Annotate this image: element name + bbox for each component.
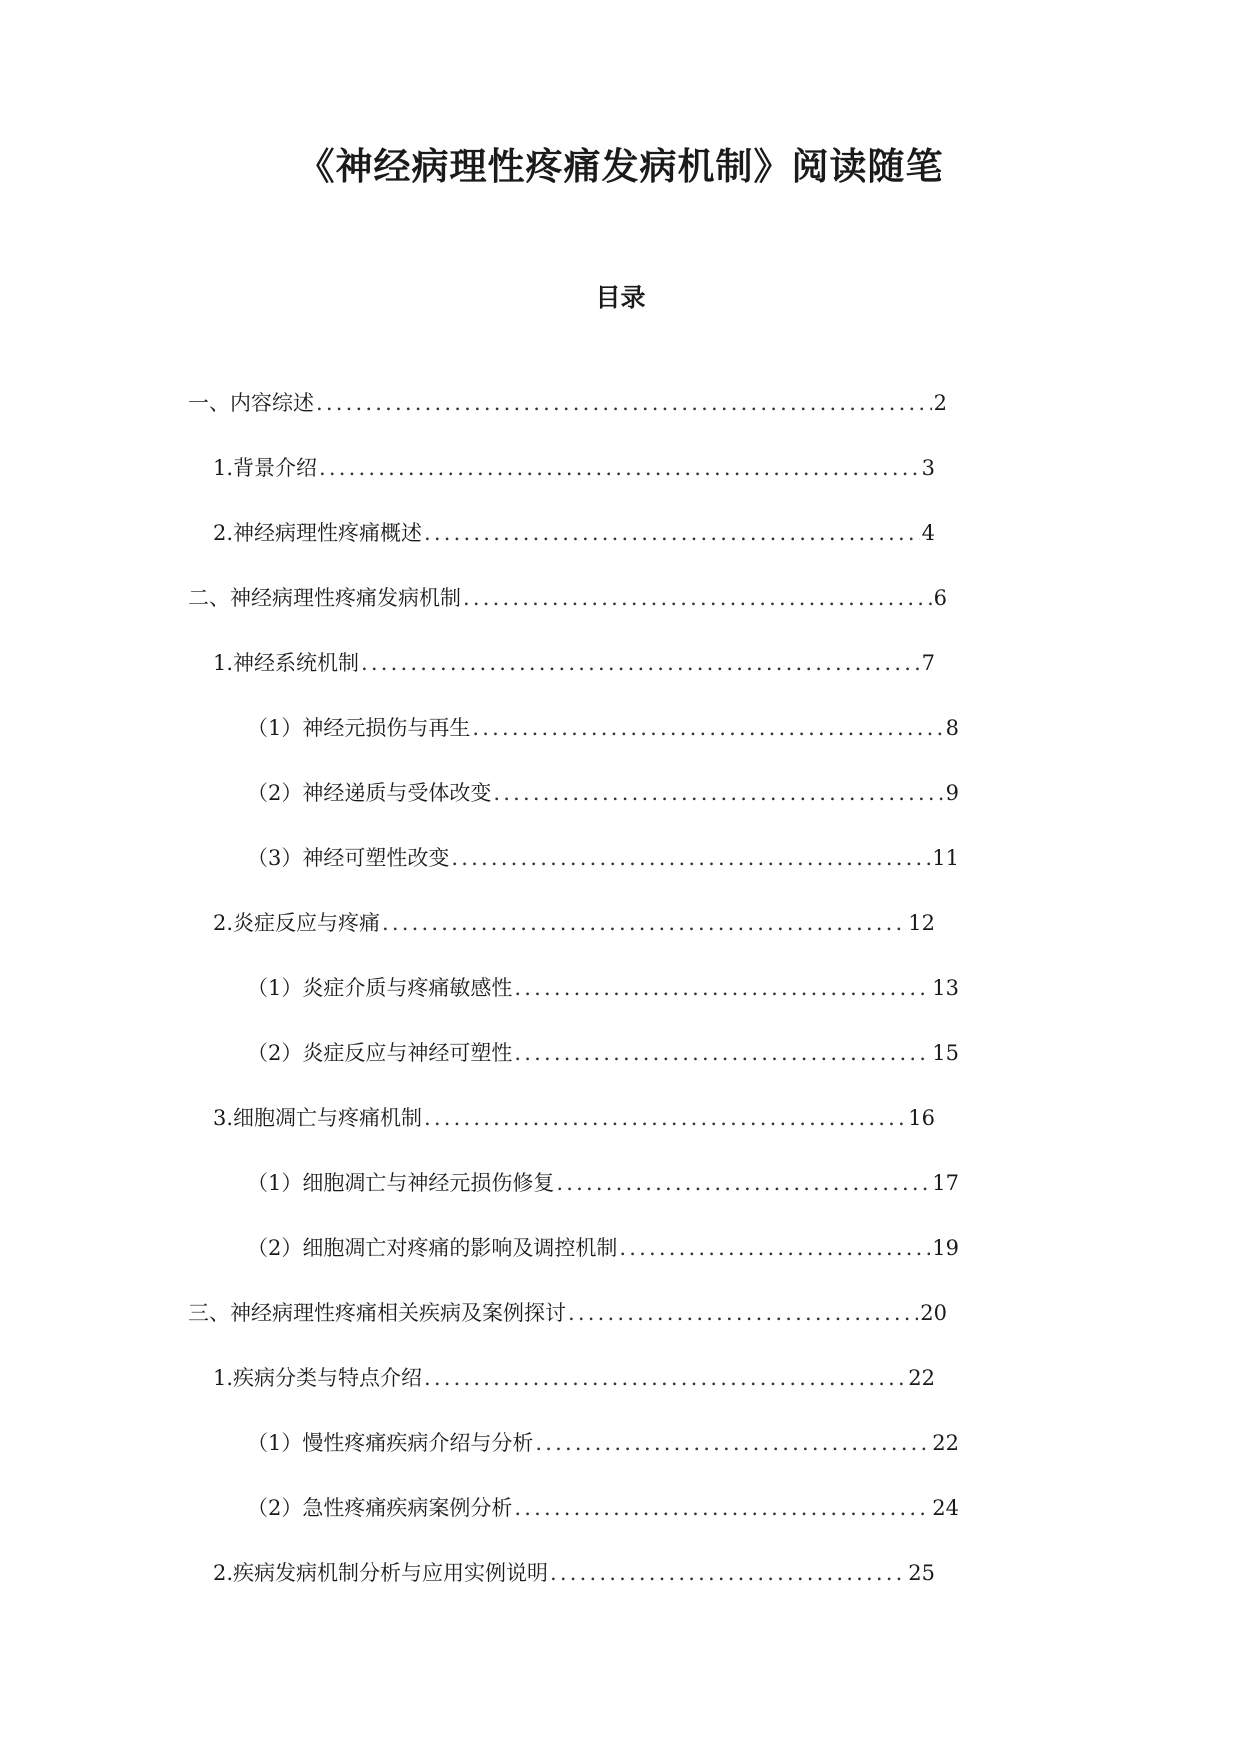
- toc-leader-dots: [514, 1492, 930, 1524]
- toc-entry-number: 1.: [213, 456, 234, 480]
- toc-entry[interactable]: [247, 1492, 959, 1524]
- toc-page-number: 24: [932, 1496, 959, 1520]
- toc-leader-dots: [424, 1362, 906, 1394]
- toc-entry[interactable]: [213, 517, 935, 549]
- toc-page-number: 9: [945, 781, 959, 805]
- toc-page-number: 4: [921, 521, 935, 545]
- toc-page-number: 13: [932, 976, 959, 1000]
- toc-entry-text: （2）炎症反应与神经可塑性: [247, 1041, 513, 1065]
- toc-entry[interactable]: [213, 1102, 935, 1134]
- toc-heading: 目录: [595, 283, 646, 312]
- toc-entry-text: （2）急性疼痛疾病案例分析: [247, 1496, 513, 1520]
- toc-entry[interactable]: [247, 1037, 959, 1069]
- toc-entry-number: 2.: [213, 521, 234, 545]
- toc-entry-text: 神经系统机制: [233, 651, 360, 675]
- toc-page-number: 16: [908, 1106, 935, 1130]
- toc-page-number: 20: [920, 1301, 947, 1325]
- toc-entry-number: 1.: [213, 1366, 234, 1390]
- toc-entry-text: 三、神经病理性疼痛相关疾病及案例探讨: [188, 1301, 566, 1325]
- toc-leader-dots: [619, 1232, 930, 1264]
- document-title: 《神经病理性疼痛发病机制》阅读随笔: [297, 144, 944, 188]
- toc-leader-dots: [535, 1427, 930, 1459]
- toc-entry-text: 疾病发病机制分析与应用实例说明: [233, 1561, 549, 1585]
- toc-leader-dots: [361, 647, 920, 679]
- toc-leader-dots: [493, 777, 943, 809]
- toc-page-number: 12: [908, 911, 935, 935]
- toc-leader-dots: [550, 1557, 906, 1589]
- toc-entry[interactable]: [213, 647, 935, 679]
- toc-entry-text: （2）细胞凋亡对疼痛的影响及调控机制: [247, 1236, 618, 1260]
- toc-entry-text: 细胞凋亡与疼痛机制: [233, 1106, 423, 1130]
- toc-leader-dots: [319, 452, 920, 484]
- toc-entry[interactable]: [247, 1232, 959, 1264]
- toc-leader-dots: [451, 842, 930, 874]
- toc-leader-dots: [424, 1102, 906, 1134]
- toc-leader-dots: [472, 712, 943, 744]
- toc-page-number: 7: [921, 651, 935, 675]
- toc-entry[interactable]: [213, 907, 935, 939]
- toc-page-number: 6: [933, 586, 947, 610]
- toc-entry[interactable]: [213, 452, 935, 484]
- toc-leader-dots: [424, 517, 920, 549]
- toc-page-number: 2: [933, 391, 947, 415]
- toc-page-number: 3: [921, 456, 935, 480]
- toc-entry-text: （1）神经元损伤与再生: [247, 716, 471, 740]
- toc-page-number: 25: [908, 1561, 935, 1585]
- toc-leader-dots: [316, 387, 932, 419]
- toc-entry-number: 3.: [213, 1106, 234, 1130]
- toc-entry-number: 2.: [213, 1561, 234, 1585]
- toc-entry[interactable]: [188, 582, 947, 614]
- toc-entry-text: 炎症反应与疼痛: [233, 911, 381, 935]
- toc-entry-text: （3）神经可塑性改变: [247, 846, 450, 870]
- toc-page-number: 11: [932, 846, 959, 870]
- toc-entry[interactable]: [247, 712, 959, 744]
- toc-entry-text: （1）炎症介质与疼痛敏感性: [247, 976, 513, 1000]
- toc-entry[interactable]: [188, 1297, 947, 1329]
- toc-entry[interactable]: [213, 1557, 935, 1589]
- toc-entry[interactable]: [213, 1362, 935, 1394]
- toc-entry-text: （2）神经递质与受体改变: [247, 781, 492, 805]
- toc-entry-text: （1）慢性疼痛疾病介绍与分析: [247, 1431, 534, 1455]
- toc-page-number: 15: [932, 1041, 959, 1065]
- toc-entry-number: 1.: [213, 651, 234, 675]
- toc-entry-text: 二、神经病理性疼痛发病机制: [188, 586, 461, 610]
- toc-page-number: 22: [908, 1366, 935, 1390]
- toc-leader-dots: [514, 1037, 930, 1069]
- toc-leader-dots: [463, 582, 932, 614]
- toc-leader-dots: [556, 1167, 930, 1199]
- toc-leader-dots: [568, 1297, 918, 1329]
- toc-entry[interactable]: [247, 777, 959, 809]
- toc-entry-number: 2.: [213, 911, 234, 935]
- toc-entry[interactable]: [247, 972, 959, 1004]
- toc-leader-dots: [514, 972, 930, 1004]
- toc-entry-text: 一、内容综述: [188, 391, 314, 415]
- toc-entry-text: 背景介绍: [233, 456, 318, 480]
- toc-page-number: 17: [932, 1171, 959, 1195]
- toc-page-number: 8: [945, 716, 959, 740]
- toc-entry-text: 疾病分类与特点介绍: [233, 1366, 423, 1390]
- toc-leader-dots: [382, 907, 906, 939]
- toc-entry[interactable]: [247, 1427, 959, 1459]
- toc-entry-text: （1）细胞凋亡与神经元损伤修复: [247, 1171, 555, 1195]
- toc-entry[interactable]: [247, 842, 959, 874]
- toc-page-number: 19: [932, 1236, 959, 1260]
- toc-entry[interactable]: [188, 387, 947, 419]
- toc-entry-text: 神经病理性疼痛概述: [233, 521, 423, 545]
- toc-entry[interactable]: [247, 1167, 959, 1199]
- toc-page-number: 22: [932, 1431, 959, 1455]
